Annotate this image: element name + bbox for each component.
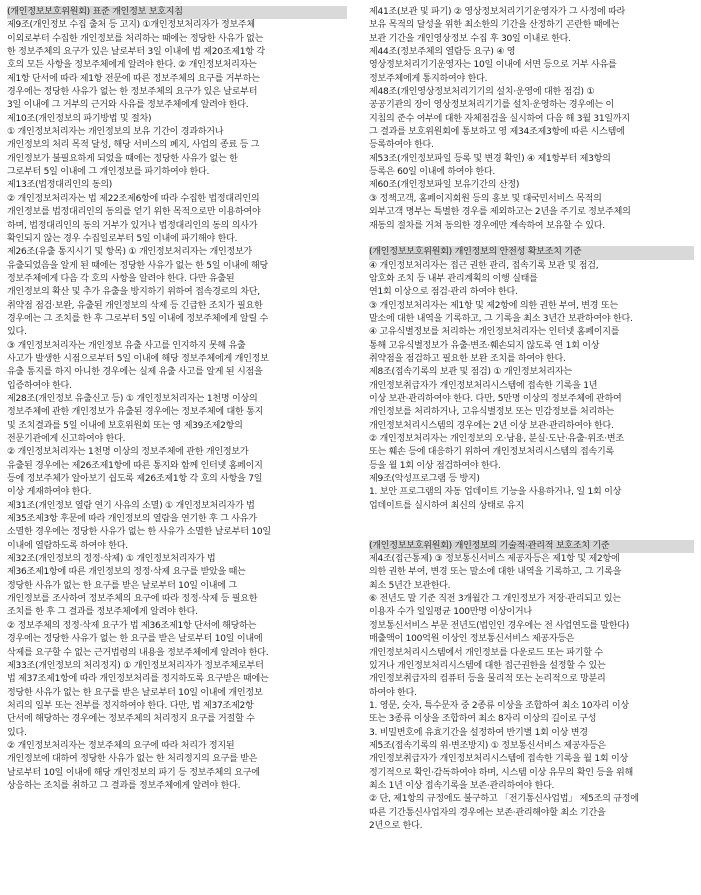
text-line: 호의 모든 사항을 정보주체에게 알려야 한다. ② 개인정보처리자는: [7, 60, 257, 71]
text-line: ③ 개인정보처리자는 제1항 및 제2항에 의한 권한 부여, 변경 또는: [369, 300, 618, 311]
text-line: 정기적으로 확인·감독하여야 하며, 시스템 이상 유무의 확인 등을 위해: [369, 767, 633, 778]
text-line: 제28조(개인정보 유출신고 등) ① 개인정보처리자는 1천명 이상의: [7, 393, 258, 404]
text-line: 취약점을 점검하고 필요한 보완 조치를 하여야 한다.: [369, 353, 566, 364]
text-line: 개인정보를 처리하거나, 고유식별정보 또는 민감정보를 처리하는: [369, 407, 614, 418]
text-line: 한 정보주체의 요구가 있은 날로부터 3일 이내에 법 제20조제1항 각: [7, 47, 265, 58]
text-line: 제41조(보관 및 파기) ② 영상정보처리기기운영자가 그 사정에 따라: [369, 7, 626, 17]
text-line: 정당한 사유가 없는 한 요구를 받은 날로부터 10일 이내에 그: [7, 580, 237, 591]
text-line: 재동의 절차를 거쳐 동의한 경우에만 계속하여 보유할 수 있다.: [369, 220, 605, 231]
text-line: 2년으로 한다.: [369, 820, 423, 831]
text-line: 최소 1년 이상 접속기록을 보존·관리하여야 한다.: [369, 780, 555, 791]
text-line: 이상 게재하여야 한다.: [7, 487, 92, 498]
text-line: 제35조제3항 후문에 따라 개인정보의 열람을 연기한 후 그 사유가: [7, 514, 257, 525]
text-line: 외부고객 명부는 특별한 경우를 제외하고는 2년을 주기로 정보주체의: [369, 207, 631, 218]
text-line: 개인정보처리시스템의 경우에는 2년 이상 보관·관리하여야 한다.: [369, 420, 614, 431]
text-line: 제1항 단서에 따라 제1항 전문에 따른 정보주체의 요구를 거부하는: [7, 73, 260, 84]
text-line: ④ 고유식별정보를 처리하는 개인정보처리자는 인터넷 홈페이지를: [369, 327, 620, 338]
text-line: ① 개인정보처리자는 개인정보의 보유 기간이 경과하거나: [7, 127, 224, 138]
text-line: 또는 3종류 이상을 조합하여 최소 8자리 이상의 길이로 구성: [369, 714, 597, 725]
text-line: 등을 월 1회 이상 점검하여야 한다.: [369, 460, 501, 471]
text-line: ② 개인정보처리자는 법 제22조제6항에 따라 수집한 법정대리인의: [7, 193, 260, 204]
text-line: 정보통신서비스 부문 전년도(법인인 경우에는 전 사업연도를 말한다): [369, 620, 630, 631]
text-line: 제9조(개인정보 수집 출처 등 고지) ①개인정보처리자가 정보주체: [7, 20, 255, 31]
text-line: 개인정보처리시스템에서 개인정보를 다운로드 또는 파기할 수: [369, 647, 603, 658]
text-line: [369, 513, 694, 526]
text-line: 제31조(개인정보 열람 연기 사유의 소멸) ① 개인정보처리자가 법: [7, 500, 255, 511]
text-line: 있다.: [7, 327, 27, 338]
text-line: ② 개인정보처리자는 개인정보의 오·남용, 분실·도난·유출·위조·변조: [369, 434, 624, 444]
text-line: 3일 이내에 그 거부의 근거와 사유를 정보주체에게 알려야 한다.: [7, 100, 249, 111]
text-line: 있다.: [7, 727, 27, 738]
text-line: 1. 영문, 숫자, 특수문자 중 2종류 이상을 조합하여 최소 10자리 이상: [369, 700, 629, 711]
text-line: 경우에는 정당한 사유가 없는 한 정보주체의 요구가 있은 날로부터: [7, 87, 258, 98]
text-line: 개인정보를 조사하여 정보주체의 요구에 따라 정정·삭제 등 필요한: [7, 594, 258, 605]
text-line: ② 개인정보처리자는 정보주체의 요구에 따라 처리가 정지된: [7, 740, 235, 751]
text-line: 제4조(접근통제) ③ 정보통신서비스 제공자등은 제1항 및 제2항에: [369, 554, 620, 565]
text-line: 개인정보가 불필요하게 되었을 때에는 정당한 사유가 없는 한: [7, 153, 238, 164]
text-line: 경우에는 정당한 사유가 없는 한 요구를 받은 날로부터 10일 이내에: [7, 634, 263, 645]
text-line: ② 정보주체의 정정·삭제 요구가 법 제36조제1항 단서에 해당하는: [7, 620, 257, 631]
text-line: 삭제를 요구할 수 없는 근거법령의 내용을 정보주체에게 알려야 한다.: [7, 647, 269, 658]
section-heading: (개인정보보호위원회) 개인정보의 안전성 확보조치 기준: [369, 246, 694, 259]
text-line: 단서에 해당하는 경우에는 정보주체의 처리정지 요구를 거절할 수: [7, 714, 255, 725]
text-line: 제33조(개인정보의 처리정지) ① 개인정보처리자가 정보주체로부터: [7, 660, 264, 671]
text-line: 상응하는 조치를 취하고 그 결과를 정보주체에게 알려야 한다.: [7, 780, 241, 791]
text-line: 하여야 한다.: [369, 687, 417, 698]
text-line: 개인정보에 대하여 정당한 사유가 없는 한 처리정지의 요구를 받은: [7, 754, 258, 765]
text-line: 개인정보취급자가 개인정보처리시스템에 접속한 기록을 1년: [369, 380, 598, 391]
text-line: [369, 526, 694, 539]
text-line: 공공기관의 장이 영상정보처리기기를 설치·운영하는 경우에는 이: [369, 100, 614, 111]
text-line: 법 제37조제1항에 따라 개인정보처리를 정지하도록 요구받은 때에는: [7, 674, 269, 685]
text-line: 의한 권한 부여, 변경 또는 말소에 대한 내역을 기록하고, 그 기록을: [369, 567, 622, 578]
text-line: ② 개인정보처리자는 1천명 이상의 정보주체에 관한 개인정보가: [7, 447, 249, 458]
text-line: 암호화 조치 등 내부 관리계획의 이행 실태를: [369, 273, 538, 284]
text-line: ③ 개인정보처리자는 개인정보 유출 사고를 인지하지 못해 유출: [7, 340, 246, 351]
text-line: 최소 5년간 보관한다.: [369, 580, 451, 591]
text-line: 사고가 발생한 시점으로부터 5일 이내에 해당 정보주체에게 개인정보: [7, 353, 269, 364]
text-line: 하며, 법정대리인의 동의 거부가 있거나 법정대리인의 동의 의사가: [7, 220, 258, 231]
text-line: ② 단, 제1항의 규정에도 불구하고 「전기통신사업법」 제5조의 규정에: [369, 794, 639, 805]
left-column: [7, 6, 347, 793]
text-line: 개인정보취급자가 개인정보처리시스템에 접속한 기록을 월 1회 이상: [369, 754, 628, 765]
text-line: 유출되었음을 알게 된 때에는 정당한 사유가 없는 한 5일 이내에 해당: [7, 260, 268, 271]
text-line: 정보주체에 관한 개인정보가 유출된 경우에는 정보주체에 대한 통지: [7, 407, 264, 418]
text-line: 제10조(개인정보의 파기방법 및 절차): [7, 113, 152, 124]
text-line: 취약점 점검·보완, 유출된 개인정보의 삭제 등 긴급한 조치가 필요한: [7, 300, 263, 311]
text-line: 제60조(개인정보파일 보유기간의 산정): [369, 180, 520, 191]
text-line: 전문기관에게 신고하여야 한다.: [7, 434, 126, 444]
text-line: 제8조(접속기록의 보관 및 점검) ① 개인정보처리자는: [369, 367, 572, 378]
text-line: 그 결과를 보호위원회에 통보하고 영 제34조제3항에 따른 시스템에: [369, 127, 625, 138]
text-line: 제5조(접속기록의 위·변조방지) ① 정보통신서비스 제공자등은: [369, 740, 606, 751]
text-line: 보유 목적의 달성을 위한 최소한의 기간을 산정하기 곤란한 때에는: [369, 20, 620, 31]
section-heading: (개인정보보호위원회) 개인정보의 기술적·관리적 보호조치 기준: [369, 540, 694, 553]
text-line: ⑥ 전년도 말 기준 직전 3개월간 그 개인정보가 저장·관리되고 있는: [369, 594, 621, 605]
text-line: 날로부터 10일 이내에 해당 개인정보의 파기 등 정보주체의 요구에: [7, 767, 260, 778]
text-line: 정보주체에게 다음 각 호의 사항을 알려야 한다. 다만 유출된: [7, 273, 235, 284]
text-line: 통해 고유식별정보가 유출·변조·훼손되지 않도록 연 1회 이상: [369, 340, 600, 351]
text-line: 제36조제1항에 따른 개인정보의 정정·삭제 요구를 받았을 때는: [7, 567, 246, 578]
text-line: 제26조(유출 통지시기 및 항목) ① 개인정보처리자는 개인정보가: [7, 247, 252, 258]
text-line: 말소에 대한 내역을 기록하고, 그 기록을 최소 3년간 보관하여야 한다.: [369, 313, 633, 324]
text-line: 정보주체에게 통지하여야 한다.: [369, 73, 488, 84]
text-line: 영상정보처리기기운영자는 10일 이내에 서면 등으로 거부 사유를: [369, 60, 617, 71]
text-line: 이외로부터 수집한 개인정보를 처리하는 때에는 정당한 사유가 없는: [7, 33, 264, 44]
text-line: 유출 통지를 하지 아니한 경우에는 실제 유출 사고를 알게 된 시점을: [7, 367, 263, 378]
text-line: 조치를 한 후 그 결과를 정보주체에게 알려야 한다.: [7, 607, 198, 618]
text-line: 보관 기간을 개인영상정보 수집 후 30일 이내로 한다.: [369, 33, 571, 44]
text-line: 제44조(정보주체의 열람등 요구) ④ 영: [369, 47, 516, 58]
text-line: 개인정보의 처리 목적 달성, 해당 서비스의 폐지, 사업의 종료 등 그: [7, 140, 260, 151]
text-line: 제48조(개인영상정보처리기기의 설치·운영에 대한 점검) ①: [369, 87, 595, 98]
text-line: 제9조(악성프로그램 등 방지): [369, 474, 480, 485]
text-line: 매출액이 100억원 이상인 정보통신서비스 제공자등은: [369, 634, 575, 645]
text-line: 소멸한 경우에는 정당한 사유가 없는 한 사유가 소멸한 날로부터 10일: [7, 527, 271, 538]
text-line: 이내에 열람하도록 하여야 한다.: [7, 540, 128, 551]
text-line: 경우에는 그 조치를 한 후 그로부터 5일 이내에 정보주체에게 알릴 수: [7, 313, 268, 324]
text-line: 연1회 이상으로 점검·관리 하여야 한다.: [369, 287, 518, 298]
text-line: 지침의 준수 여부에 대한 자체점검을 실시하여 다음 해 3월 31일까지: [369, 113, 630, 124]
text-line: 등록은 60일 이내에 하여야 한다.: [369, 167, 496, 178]
text-line: 개인정보취급자의 컴퓨터 등을 물리적 또는 논리적으로 망분리: [369, 674, 606, 685]
text-line: 처리의 일부 또는 전부를 정지하여야 한다. 다만, 법 제37조제2항: [7, 700, 254, 711]
text-line: 제13조(법정대리인의 동의): [7, 180, 113, 191]
text-line: 입증하여야 한다.: [7, 380, 72, 391]
text-line: 있거나 개인정보처리시스템에 대한 접근권한을 설정할 수 있는: [369, 660, 606, 671]
text-line: 이상 보관·관리하여야 한다. 다만, 5만명 이상의 정보주체에 관하여: [369, 393, 622, 404]
section-heading: (개인정보보호위원회) 표준 개인정보 보호지침: [7, 6, 347, 19]
text-line: 제53조(개인정보파일 등록 및 변경 확인) ④ 제1항부터 제3항의: [369, 153, 611, 164]
text-line: 제32조(개인정보의 정정·삭제) ① 개인정보처리자가 법: [7, 554, 216, 565]
text-line: [369, 233, 694, 246]
text-line: ③ 정책고객, 홈페이지회원 등의 홍보 및 대국민서비스 목적의: [369, 193, 602, 204]
text-line: 개인정보를 법정대리인의 동의를 얻기 위한 목적으로만 이용하여야: [7, 207, 261, 218]
text-line: 그로부터 5일 이내에 그 개인정보를 파기하여야 한다.: [7, 167, 210, 178]
text-line: ④ 개인정보처리자는 접근 권한 관리, 접속기록 보관 및 점검,: [369, 260, 599, 271]
text-line: 업데이트를 실시하여 최신의 상태로 유지: [369, 500, 524, 511]
text-line: 따른 기간통신사업자의 경우에는 보존·관리해야할 최소 기간을: [369, 807, 606, 818]
text-line: 및 조치결과를 5일 이내에 보호위원회 또는 영 제39조제2항의: [7, 420, 243, 431]
text-line: 등록하여야 한다.: [369, 140, 434, 151]
text-line: 등에 정보주체가 알아보기 쉽도록 제26조제1항 각 호의 사항을 7일: [7, 474, 263, 485]
text-line: 또는 훼손 등에 대응하기 위하여 개인정보처리시스템의 접속기록: [369, 447, 614, 458]
text-line: 개인정보의 확산 및 추가 유출을 방지하기 위하여 접속경로의 차단,: [7, 287, 260, 298]
text-line: 1. 보안 프로그램의 자동 업데이트 기능을 사용하거나, 일 1회 이상: [369, 487, 622, 498]
right-column: [369, 6, 694, 833]
text-line: 유출된 경우에는 제26조제1항에 따른 통지와 함께 인터넷 홈페이지: [7, 460, 263, 471]
text-line: 확인되지 않는 경우 수집일로부터 5일 이내에 파기해야 한다.: [7, 233, 238, 244]
text-line: 3. 비밀번호에 유효기간을 설정하여 반기별 1회 이상 변경: [369, 727, 588, 738]
text-line: 이용자 수가 일일평균 100만명 이상이거나: [369, 607, 532, 618]
text-line: 정당한 사유가 없는 한 요구를 받은 날로부터 10일 이내에 개인정보: [7, 687, 263, 698]
